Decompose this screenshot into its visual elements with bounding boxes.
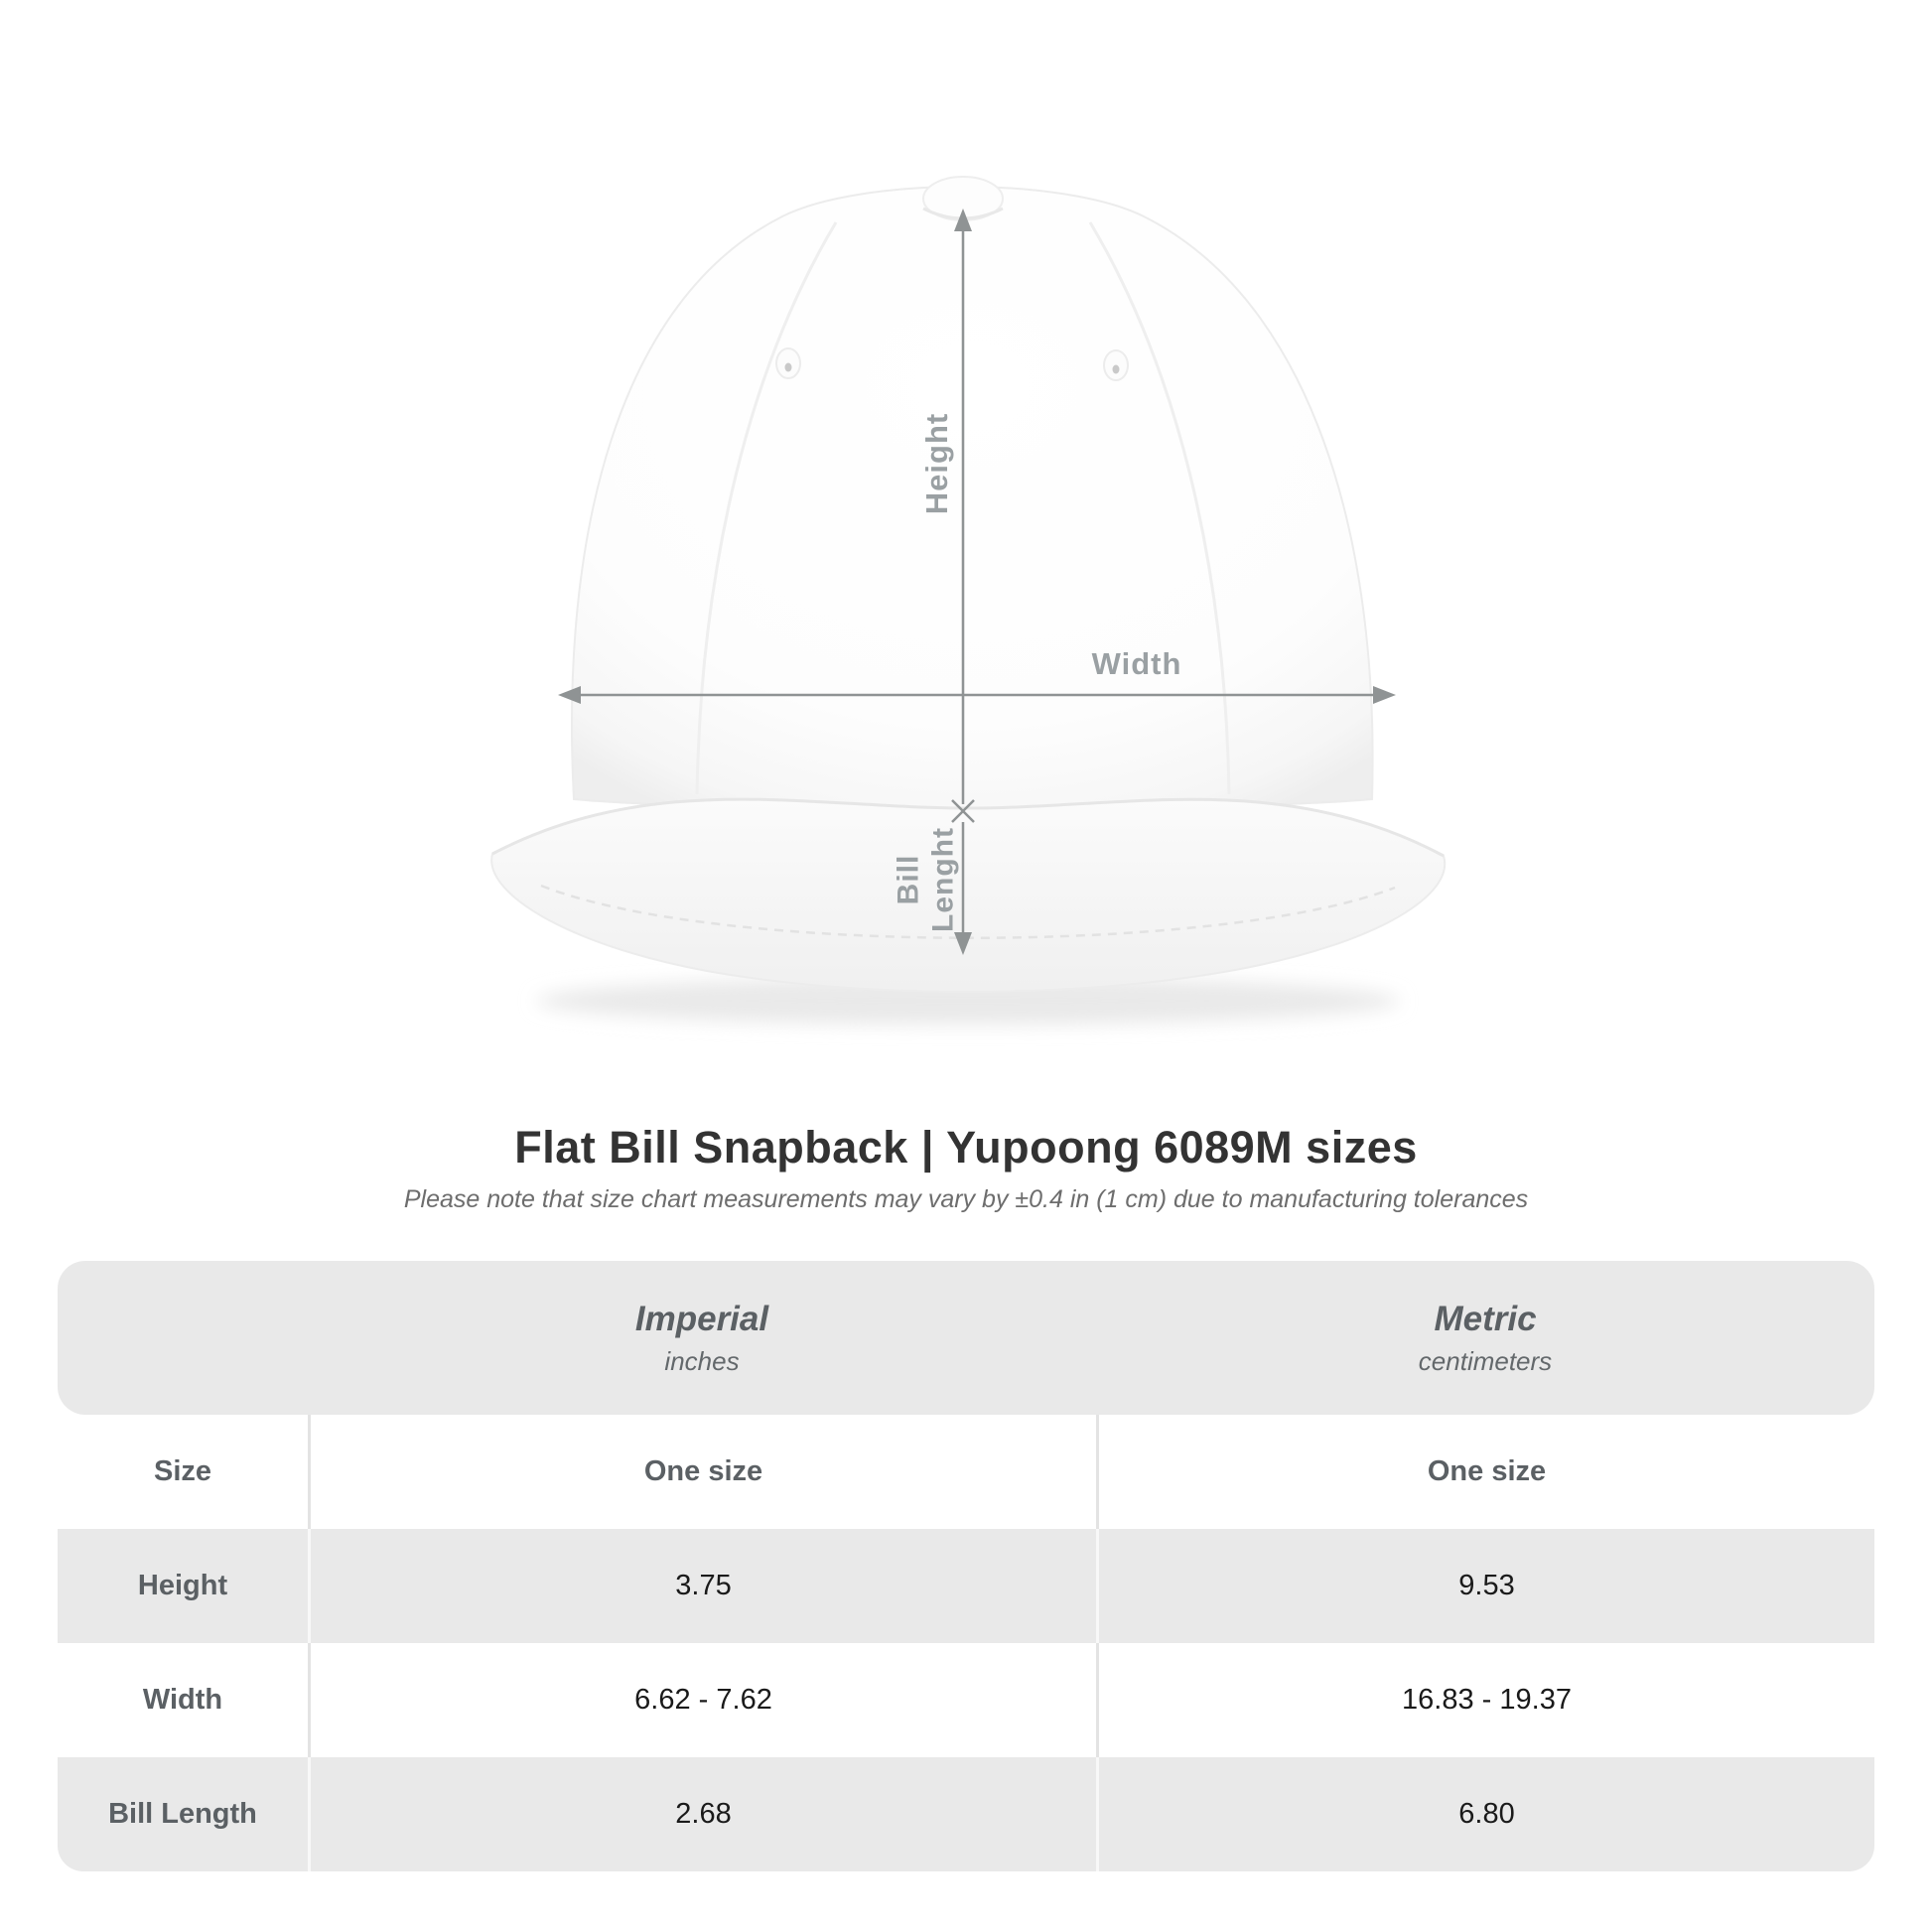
- metric-column-header: [1096, 1261, 1874, 1415]
- height-imperial-value: 3.75: [308, 1529, 1096, 1643]
- unit-header-band: [58, 1261, 1874, 1415]
- width-measure-label: Width: [1091, 646, 1182, 681]
- tolerance-note: Please note that size chart measurements may vary by ±0.4 in (1 cm) due to manufacturing tolerances: [403, 1185, 1529, 1213]
- table-row-width: [58, 1643, 1874, 1757]
- hat-eyelet-left: [776, 348, 800, 378]
- bill-length-metric-value: 6.80: [1096, 1757, 1874, 1871]
- bill-length-label-line1: Bill: [892, 854, 925, 905]
- hat-crown: [572, 187, 1373, 809]
- table-row-bill-length: [58, 1757, 1874, 1871]
- imperial-sublabel: inches: [664, 1345, 740, 1376]
- metric-sublabel: centimeters: [1418, 1345, 1553, 1376]
- hat-bill: [491, 799, 1445, 992]
- width-imperial-value: 6.62 - 7.62: [308, 1643, 1096, 1757]
- height-measure-label: Height: [919, 412, 954, 515]
- table-row-height: [58, 1529, 1874, 1643]
- bill-length-label-line2: Lenght: [926, 827, 959, 932]
- size-metric-value: One size: [1096, 1415, 1874, 1529]
- width-metric-value: 16.83 - 19.37: [1096, 1643, 1874, 1757]
- height-metric-value: 9.53: [1096, 1529, 1874, 1643]
- bill-length-measure-label: [893, 827, 961, 932]
- row-label-size: Size: [153, 1455, 212, 1487]
- size-table: [58, 1261, 1874, 1871]
- row-label-width: Width: [142, 1684, 223, 1716]
- imperial-label: Imperial: [634, 1299, 769, 1338]
- snapback-hat-diagram: [437, 109, 1509, 1052]
- bill-length-imperial-value: 2.68: [308, 1757, 1096, 1871]
- metric-label: Metric: [1434, 1299, 1537, 1338]
- size-imperial-value: One size: [308, 1415, 1096, 1529]
- imperial-column-header: [308, 1261, 1096, 1415]
- row-label-bill-length: Bill Length: [108, 1798, 257, 1830]
- row-label-height: Height: [137, 1570, 228, 1601]
- table-row-size: [58, 1415, 1874, 1529]
- page-title: Flat Bill Snapback | Yupoong 6089M sizes: [514, 1122, 1418, 1173]
- hat-eyelet-right: [1104, 350, 1128, 380]
